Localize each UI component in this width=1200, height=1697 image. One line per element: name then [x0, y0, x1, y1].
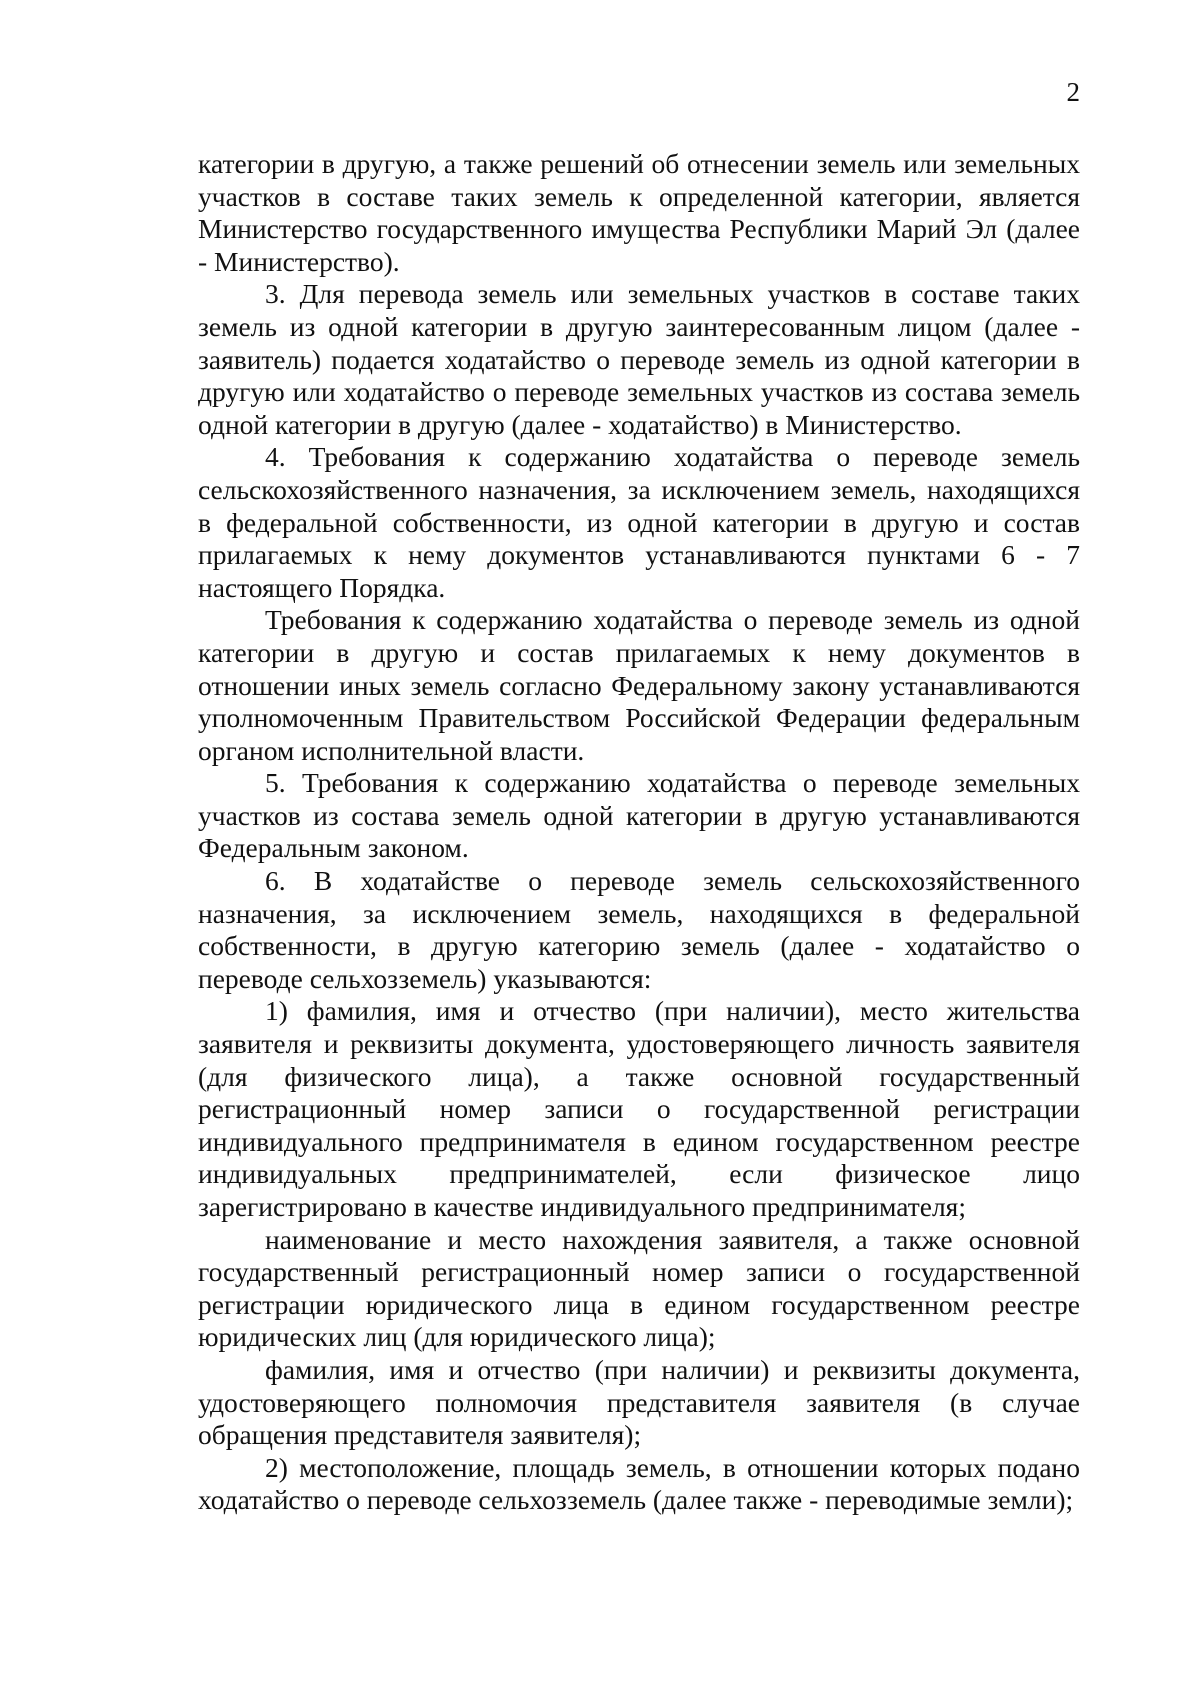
paragraph: наименование и место нахождения заявителя, а также основной государственный регистрационный номер записи о государственной регистрации юридического лица в едином государственном реестре юридических лиц (для юридического лица);	[198, 1223, 1080, 1353]
paragraph: Требования к содержанию ходатайства о переводе земель из одной категории в другую и состав прилагаемых к нему документов в отношении иных земель согласно Федеральному закону устанавливаются уполномоченным Правительством Российской Федерации федеральным органом исполнительной власти.	[198, 604, 1080, 766]
paragraph: 6. В ходатайстве о переводе земель сельскохозяйственного назначения, за исключением земель, находящихся в федеральной собственности, в другую категорию земель (далее - ходатайство о переводе сельхозземель) указываются:	[198, 865, 1080, 994]
paragraph: 5. Требования к содержанию ходатайства о переводе земельных участков из состава земель одной категории в другую устанавливаются Федеральным законом.	[198, 767, 1080, 864]
paragraph: 4. Требования к содержанию ходатайства о переводе земель сельскохозяйственного назначения, за исключением земель, находящихся в федеральной собственности, из одной категории в другую и состав прилагаемых к нему документов устанавливаются пунктами 6 - 7 настоящего Порядка.	[198, 441, 1080, 603]
paragraph: 3. Для перевода земель или земельных участков в составе таких земель из одной категории в другую заинтересованным лицом (далее - заявитель) подается ходатайство о переводе земель из одной категории в другую или ходатайство о переводе земельных участков из состава земель одной категории в другую (далее - ходатайство) в Министерство.	[198, 278, 1080, 440]
document-body	[198, 148, 1080, 1517]
paragraph: 2) местоположение, площадь земель, в отношении которых подано ходатайство о переводе сельхозземель (далее также - переводимые земли);	[198, 1451, 1080, 1516]
paragraph: 1) фамилия, имя и отчество (при наличии), место жительства заявителя и реквизиты документа, удостоверяющего личность заявителя (для физического лица), а также основной государственный регистрационный номер записи о государственной регистрации индивидуального предпринимателя в едином государственном реестре индивидуальных предпринимателей, если физическое лицо зарегистрировано в качестве индивидуального предпринимателя;	[198, 995, 1080, 1222]
paragraph: фамилия, имя и отчество (при наличии) и реквизиты документа, удостоверяющего полномочия представителя заявителя (в случае обращения представителя заявителя);	[198, 1353, 1080, 1451]
paragraph: категории в другую, а также решений об отнесении земель или земельных участков в составе таких земель к определенной категории, является Министерство государственного имущества Республики Марий Эл (далее - Министерство).	[198, 148, 1080, 277]
page-number: 2	[1066, 77, 1080, 107]
